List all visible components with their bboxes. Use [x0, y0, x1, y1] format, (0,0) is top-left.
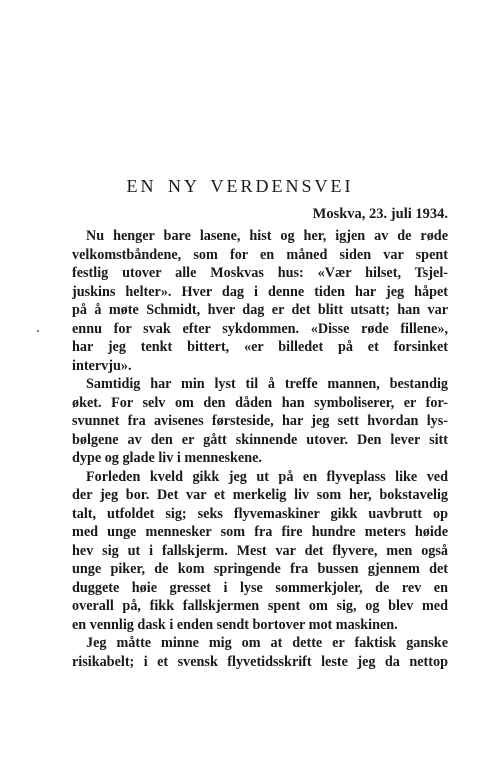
text-line: øket. For selv om den dåden han symboliserer, er for- [72, 394, 448, 411]
text-line: Samtidig har min lyst til å treffe mannen, bestandig [86, 376, 448, 392]
text-line: overall på, fikk fallskjermen spent om sig, og blev med [72, 598, 448, 614]
text-line: Nu henger bare lasene, hist og her, igjen av de røde [86, 228, 448, 244]
text-line: risikabelt; i et svensk flyvetidsskrift leste jeg da nettop [72, 653, 448, 670]
text-line: unge piker, de kom springende fra bussen gjennem det [72, 561, 448, 577]
text-line: på å møte Schmidt, hver dag er det blitt utsatt; han var [72, 302, 448, 318]
text-line: festlig utover alle Moskvas hus: «Vær hilset, Tsjel- [72, 265, 448, 281]
text-line: dype og glade liv i menneskene. [72, 450, 262, 466]
text-line: hev sig ut i fallskjerm. Mest var det flyvere, men også [72, 542, 448, 559]
text-line: ennu for svak efter sykdommen. «Disse røde fillene», [72, 320, 448, 337]
text-line: velkomstbåndene, som for en måned siden var spent [72, 246, 448, 263]
chapter-title: EN NY VERDENSVEI [126, 176, 354, 196]
text-line: har jeg tenkt bittert, «er billedet på et forsinket [72, 339, 448, 355]
text-line: en vennlig dask i enden sendt bortover mot maskinen. [72, 616, 398, 633]
text-line: juskins helter». Hver dag i denne tiden har jeg håpet [72, 283, 448, 300]
text-line: der jeg bor. Det var et merkelig liv som her, bokstavelig [72, 487, 448, 503]
text-line: intervju». [72, 357, 132, 374]
text-line: bølgene av den er gått skinnende utover. Den lever sitt [72, 431, 448, 448]
dateline: Moskva, 23. juli 1934. [312, 206, 448, 222]
body-text [72, 227, 448, 671]
text-line: talt, utfoldet sig; seks flyvemaskiner gikk uavbrutt op [72, 505, 448, 522]
text-line: duggete høie gresset i lyse sommerkjoler, de rev en [72, 579, 448, 596]
text-line: Jeg måtte minne mig om at dette er faktisk ganske [86, 635, 448, 651]
text-line: Forleden kveld gikk jeg ut på en flyveplass like ved [86, 468, 448, 485]
text-line: svunnet fra avisenes førsteside, har jeg sett hvordan lys- [72, 413, 448, 429]
text-line: med unge mennesker som fra fire hundre meters høide [72, 524, 448, 540]
margin-speck [37, 330, 39, 332]
